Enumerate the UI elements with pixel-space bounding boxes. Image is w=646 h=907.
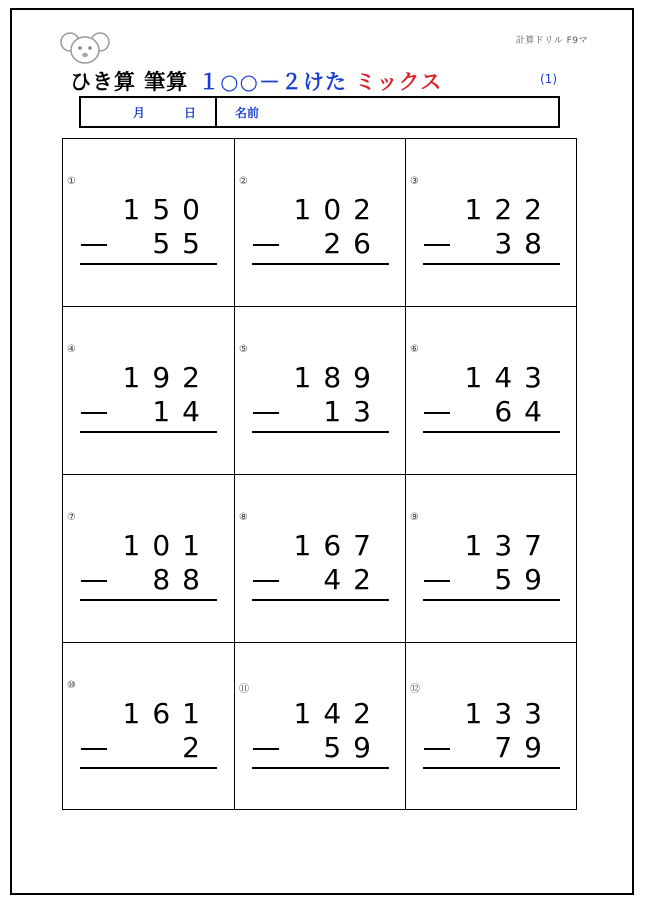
answer-line[interactable] bbox=[80, 431, 217, 433]
problem-grid bbox=[62, 138, 577, 810]
minus-sign bbox=[253, 580, 279, 582]
problem-cell bbox=[406, 307, 576, 475]
subtrahend: 64 bbox=[494, 395, 554, 428]
problem-cell bbox=[406, 643, 576, 809]
answer-line[interactable] bbox=[252, 263, 389, 265]
minuend: 133 bbox=[464, 697, 554, 730]
problem-number: ⑥ bbox=[410, 344, 419, 355]
drill-label: 計算ドリル F9マ bbox=[515, 36, 588, 46]
page-title bbox=[70, 66, 442, 96]
minuend: 167 bbox=[293, 529, 383, 562]
subtrahend: 79 bbox=[494, 731, 554, 764]
minus-sign bbox=[81, 748, 107, 750]
minus-sign bbox=[424, 244, 450, 246]
answer-line[interactable] bbox=[423, 263, 560, 265]
subtrahend: 59 bbox=[323, 731, 383, 764]
subtrahend: 55 bbox=[152, 227, 212, 260]
answer-line[interactable] bbox=[423, 599, 560, 601]
problem-number: ⑤ bbox=[239, 344, 248, 355]
answer-line[interactable] bbox=[80, 263, 217, 265]
minuend: 137 bbox=[464, 529, 554, 562]
problem-number: ⑦ bbox=[67, 512, 76, 523]
minuend: 150 bbox=[122, 193, 212, 226]
problem-cell bbox=[63, 139, 235, 307]
minuend: 161 bbox=[122, 697, 212, 730]
problem-number: ⑫ bbox=[410, 684, 420, 695]
minuend: 142 bbox=[293, 697, 383, 730]
sheet-number: (1) bbox=[540, 72, 557, 86]
problem-number: ⑪ bbox=[239, 684, 249, 695]
day-label: 日 bbox=[184, 106, 197, 120]
title-part-3: ミックス bbox=[354, 70, 443, 94]
minuend: 189 bbox=[293, 361, 383, 394]
subtrahend: 14 bbox=[152, 395, 212, 428]
mouse-face-icon bbox=[60, 30, 110, 66]
answer-line[interactable] bbox=[252, 431, 389, 433]
problem-cell bbox=[406, 139, 576, 307]
minus-sign bbox=[253, 748, 279, 750]
minus-sign bbox=[81, 580, 107, 582]
name-date-bar bbox=[79, 96, 560, 128]
problem-cell bbox=[235, 475, 406, 643]
problem-number: ⑩ bbox=[67, 680, 76, 691]
minus-sign bbox=[424, 412, 450, 414]
problem-cell bbox=[235, 139, 406, 307]
minuend: 192 bbox=[122, 361, 212, 394]
minus-sign bbox=[81, 244, 107, 246]
problem-cell bbox=[63, 475, 235, 643]
month-label: 月 bbox=[133, 106, 146, 120]
problem-number: ⑧ bbox=[239, 512, 248, 523]
subtrahend: 13 bbox=[323, 395, 383, 428]
problem-number: ② bbox=[239, 176, 248, 187]
subtrahend: 2 bbox=[182, 731, 212, 764]
problem-cell bbox=[235, 307, 406, 475]
problem-number: ③ bbox=[410, 176, 419, 187]
problem-cell bbox=[63, 643, 235, 809]
answer-line[interactable] bbox=[423, 431, 560, 433]
minus-sign bbox=[424, 580, 450, 582]
minus-sign bbox=[424, 748, 450, 750]
problem-cell bbox=[235, 643, 406, 809]
problem-number: ① bbox=[67, 176, 76, 187]
answer-line[interactable] bbox=[423, 767, 560, 769]
answer-line[interactable] bbox=[80, 767, 217, 769]
problem-cell bbox=[406, 475, 576, 643]
minuend: 122 bbox=[464, 193, 554, 226]
problem-cell bbox=[63, 307, 235, 475]
date-cell[interactable] bbox=[81, 98, 217, 126]
name-label: 名前 bbox=[235, 105, 260, 120]
minuend: 102 bbox=[293, 193, 383, 226]
problem-number: ⑨ bbox=[410, 512, 419, 523]
minuend: 143 bbox=[464, 361, 554, 394]
minuend: 101 bbox=[122, 529, 212, 562]
title-part-2: １○○－２けた bbox=[198, 70, 347, 94]
problem-number: ④ bbox=[67, 344, 76, 355]
minus-sign bbox=[253, 412, 279, 414]
minus-sign bbox=[81, 412, 107, 414]
subtrahend: 38 bbox=[494, 227, 554, 260]
subtrahend: 88 bbox=[152, 563, 212, 596]
subtrahend: 59 bbox=[494, 563, 554, 596]
answer-line[interactable] bbox=[252, 599, 389, 601]
subtrahend: 26 bbox=[323, 227, 383, 260]
answer-line[interactable] bbox=[252, 767, 389, 769]
minus-sign bbox=[253, 244, 279, 246]
subtrahend: 42 bbox=[323, 563, 383, 596]
answer-line[interactable] bbox=[80, 599, 217, 601]
title-part-1: ひき算 筆算 bbox=[70, 70, 189, 94]
